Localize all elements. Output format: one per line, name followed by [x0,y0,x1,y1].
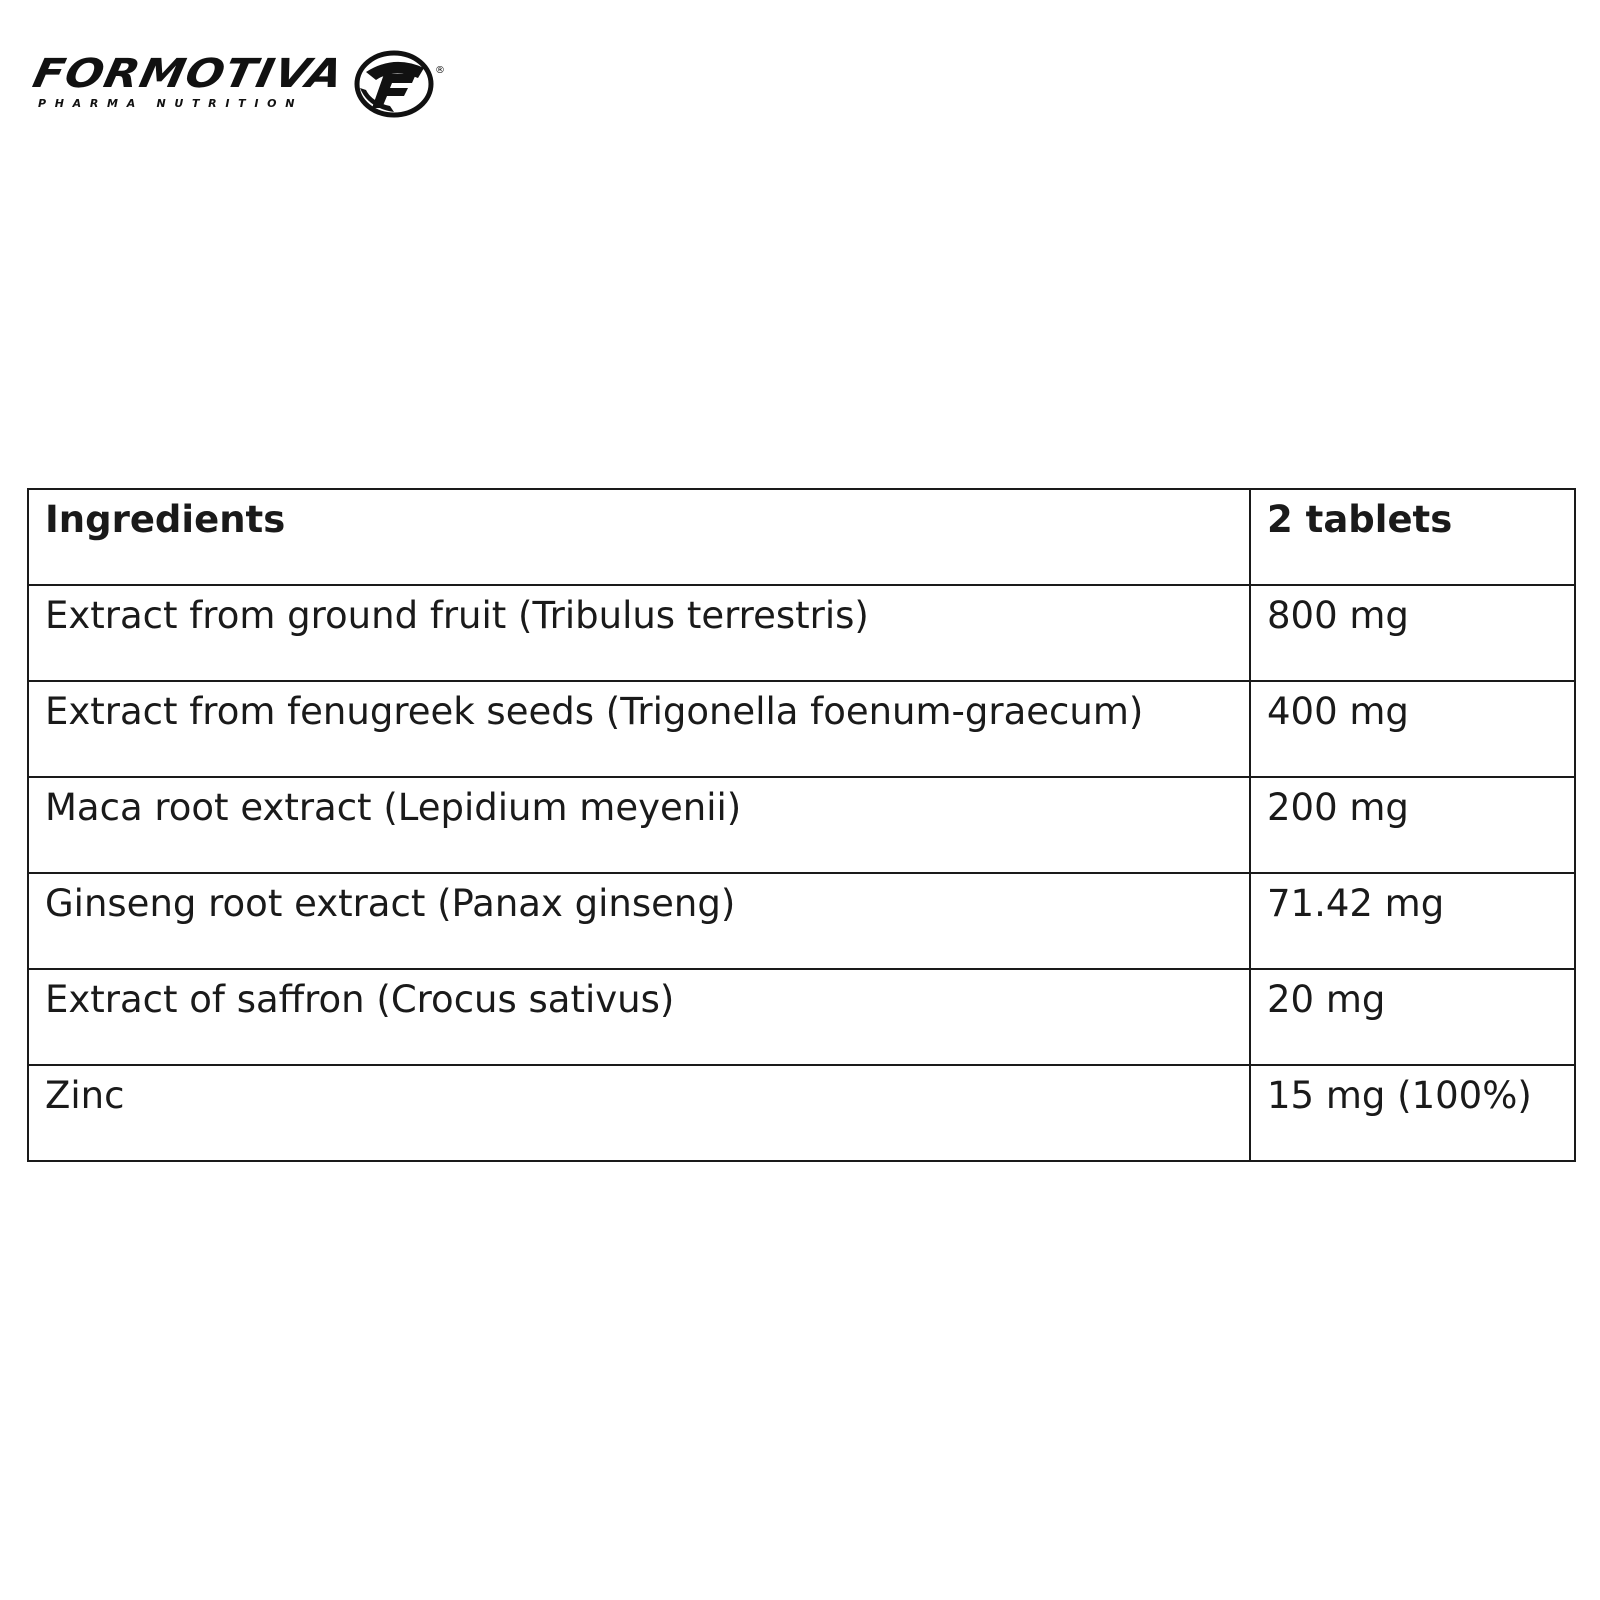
table-row [28,969,1575,1065]
table-row [28,777,1575,873]
ingredients-table [27,488,1576,1162]
header-ingredients: Ingredients [28,489,1250,585]
ingredient-amount: 200 mg [1250,777,1575,873]
table-row [28,681,1575,777]
ingredient-amount: 400 mg [1250,681,1575,777]
ingredient-name: Ginseng root extract (Panax ginseng) [28,873,1250,969]
table-row [28,873,1575,969]
ingredient-amount: 20 mg [1250,969,1575,1065]
brand-tagline: PHARMA NUTRITION [38,97,304,110]
header-amount: 2 tablets [1250,489,1575,585]
ingredient-name: Maca root extract (Lepidium meyenii) [28,777,1250,873]
ingredient-amount: 15 mg (100%) [1250,1065,1575,1161]
table-row [28,585,1575,681]
brand-name: FORMOTIVA [28,51,349,97]
brand-logo [28,50,466,120]
brand-mark-icon [354,50,434,118]
ingredient-name: Extract of saffron (Crocus sativus) [28,969,1250,1065]
ingredient-amount: 71.42 mg [1250,873,1575,969]
registered-mark: ® [435,65,445,76]
table-header-row [28,489,1575,585]
ingredient-amount: 800 mg [1250,585,1575,681]
ingredient-name: Zinc [28,1065,1250,1161]
ingredient-name: Extract from ground fruit (Tribulus terrestris) [28,585,1250,681]
ingredient-name: Extract from fenugreek seeds (Trigonella foenum-graecum) [28,681,1250,777]
table-row [28,1065,1575,1161]
